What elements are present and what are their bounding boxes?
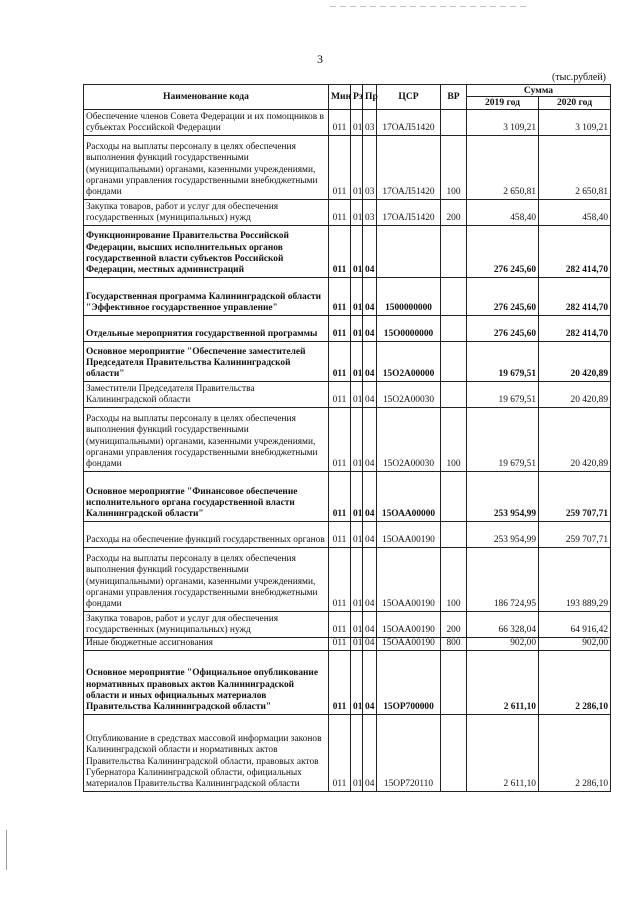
cell-rz: 01 <box>351 471 363 521</box>
cell-y2019: 2 650,81 <box>467 135 539 199</box>
cell-vr: 100 <box>441 407 467 471</box>
cell-pr: 04 <box>363 521 377 547</box>
cell-y2020: 282 414,70 <box>539 225 611 277</box>
cell-min: 011 <box>329 521 351 547</box>
cell-csr: 15О0000000 <box>377 315 441 341</box>
header-2020: 2020 год <box>539 97 611 109</box>
header-2019: 2019 год <box>467 97 539 109</box>
cell-pr: 04 <box>363 381 377 407</box>
cell-y2020: 259 707,71 <box>539 471 611 521</box>
cell-rz: 01 <box>351 650 363 714</box>
cell-name: Расходы на выплаты персоналу в целях обеспечения выполнения функций государственными (муниципальными) органами, казенными учреждениями, органами управления государственными внебюджетными фондами <box>84 547 329 611</box>
cell-y2020: 902,00 <box>539 637 611 650</box>
table-row <box>84 471 611 521</box>
cell-y2020: 2 286,10 <box>539 714 611 791</box>
page-number: 3 <box>317 52 323 66</box>
cell-pr: 04 <box>363 611 377 637</box>
cell-name: Функционирование Правительства Российской Федерации, высших исполнительных органов государственной власти субъектов Российской Федерации, местных администраций <box>84 225 329 277</box>
cell-y2019: 253 954,99 <box>467 471 539 521</box>
cell-min: 011 <box>329 109 351 135</box>
table-row <box>84 637 611 650</box>
cell-rz: 01 <box>351 135 363 199</box>
cell-min: 011 <box>329 381 351 407</box>
cell-min: 011 <box>329 611 351 637</box>
cell-min: 011 <box>329 341 351 381</box>
cell-min: 011 <box>329 407 351 471</box>
cell-csr: 15ОАА00190 <box>377 547 441 611</box>
cell-rz: 01 <box>351 341 363 381</box>
cell-rz: 01 <box>351 637 363 650</box>
cell-csr <box>377 225 441 277</box>
cell-csr: 1500000000 <box>377 277 441 315</box>
cell-csr: 15О2А00030 <box>377 407 441 471</box>
cell-vr: 200 <box>441 199 467 225</box>
cell-vr <box>441 714 467 791</box>
cell-y2019: 3 109,21 <box>467 109 539 135</box>
cell-csr: 15ОР700000 <box>377 650 441 714</box>
cell-y2019: 2 611,10 <box>467 650 539 714</box>
cell-y2019: 276 245,60 <box>467 225 539 277</box>
scan-artifact <box>330 6 530 7</box>
cell-csr: 15О2А00030 <box>377 381 441 407</box>
cell-vr <box>441 471 467 521</box>
cell-rz: 01 <box>351 381 363 407</box>
header-min: Мин <box>329 85 351 110</box>
cell-vr <box>441 225 467 277</box>
table-row <box>84 611 611 637</box>
table-row <box>84 277 611 315</box>
cell-min: 011 <box>329 471 351 521</box>
cell-name: Закупка товаров, работ и услуг для обеспечения государственных (муниципальных) нужд <box>84 611 329 637</box>
cell-rz: 01 <box>351 315 363 341</box>
cell-y2019: 253 954,99 <box>467 521 539 547</box>
cell-vr <box>441 315 467 341</box>
cell-vr <box>441 109 467 135</box>
cell-min: 011 <box>329 637 351 650</box>
cell-name: Закупка товаров, работ и услуг для обеспечения государственных (муниципальных) нужд <box>84 199 329 225</box>
table-row <box>84 225 611 277</box>
cell-min: 011 <box>329 277 351 315</box>
cell-name: Государственная программа Калининградской области "Эффективное государственное управление" <box>84 277 329 315</box>
cell-min: 011 <box>329 547 351 611</box>
header-vr: ВР <box>441 85 467 110</box>
cell-min: 011 <box>329 225 351 277</box>
cell-name: Отдельные мероприятия государственной программы <box>84 315 329 341</box>
cell-vr <box>441 381 467 407</box>
cell-csr: 17ОАЛ51420 <box>377 199 441 225</box>
cell-y2020: 458,40 <box>539 199 611 225</box>
cell-pr: 04 <box>363 315 377 341</box>
cell-vr <box>441 277 467 315</box>
cell-name: Расходы на выплаты персоналу в целях обеспечения выполнения функций государственными (муниципальными) органами, казенными учреждениями, органами управления государственными внебюджетными фондами <box>84 135 329 199</box>
cell-rz: 01 <box>351 199 363 225</box>
cell-vr <box>441 521 467 547</box>
cell-rz: 01 <box>351 714 363 791</box>
cell-y2020: 2 286,10 <box>539 650 611 714</box>
cell-vr <box>441 341 467 381</box>
cell-vr: 800 <box>441 637 467 650</box>
cell-pr: 04 <box>363 471 377 521</box>
cell-name: Основное мероприятие "Обеспечение заместителей Председателя Правительства Калининградской области" <box>84 341 329 381</box>
table-row <box>84 199 611 225</box>
cell-pr: 04 <box>363 407 377 471</box>
cell-csr: 15ОР720110 <box>377 714 441 791</box>
table-row <box>84 341 611 381</box>
edge-mark <box>6 830 7 870</box>
units-label: (тыс.рублей) <box>551 72 606 83</box>
cell-min: 011 <box>329 199 351 225</box>
cell-rz: 01 <box>351 547 363 611</box>
cell-min: 011 <box>329 135 351 199</box>
cell-name: Иные бюджетные ассигнования <box>84 637 329 650</box>
cell-y2019: 19 679,51 <box>467 407 539 471</box>
cell-name: Расходы на выплаты персоналу в целях обеспечения выполнения функций государственными (муниципальными) органами, казенными учреждениями, органами управления государственными внебюджетными фондами <box>84 407 329 471</box>
table-row <box>84 109 611 135</box>
cell-y2020: 20 420,89 <box>539 407 611 471</box>
cell-name: Обеспечение членов Совета Федерации и их помощников в субъектах Российской Федерации <box>84 109 329 135</box>
cell-pr: 04 <box>363 637 377 650</box>
cell-y2019: 276 245,60 <box>467 315 539 341</box>
table-row <box>84 650 611 714</box>
cell-y2020: 3 109,21 <box>539 109 611 135</box>
cell-y2020: 259 707,71 <box>539 521 611 547</box>
cell-pr: 04 <box>363 277 377 315</box>
cell-y2020: 64 916,42 <box>539 611 611 637</box>
cell-rz: 01 <box>351 521 363 547</box>
cell-y2019: 66 328,04 <box>467 611 539 637</box>
table-row <box>84 135 611 199</box>
table-row <box>84 714 611 791</box>
cell-vr <box>441 650 467 714</box>
cell-pr: 04 <box>363 341 377 381</box>
cell-y2019: 2 611,10 <box>467 714 539 791</box>
cell-vr: 100 <box>441 547 467 611</box>
cell-csr: 15ОАА00190 <box>377 611 441 637</box>
cell-csr: 15ОАА00190 <box>377 521 441 547</box>
cell-y2020: 282 414,70 <box>539 277 611 315</box>
cell-y2020: 20 420,89 <box>539 381 611 407</box>
budget-table <box>83 84 611 792</box>
header-name: Наименование кода <box>84 85 329 110</box>
cell-y2020: 20 420,89 <box>539 341 611 381</box>
cell-min: 011 <box>329 650 351 714</box>
cell-y2019: 276 245,60 <box>467 277 539 315</box>
cell-rz: 01 <box>351 109 363 135</box>
cell-name: Основное мероприятие "Официальное опубликование нормативных правовых актов Калининградской области и иных официальных материалов Правительства Калининградской области" <box>84 650 329 714</box>
cell-pr: 04 <box>363 225 377 277</box>
cell-name: Расходы на обеспечение функций государственных органов <box>84 521 329 547</box>
cell-min: 011 <box>329 315 351 341</box>
cell-csr: 17ОАЛ51420 <box>377 109 441 135</box>
table-row <box>84 547 611 611</box>
cell-y2020: 2 650,81 <box>539 135 611 199</box>
table-row <box>84 315 611 341</box>
cell-name: Основное мероприятие "Финансовое обеспечение исполнительного органа государственной власти Калининградской области" <box>84 471 329 521</box>
cell-y2019: 902,00 <box>467 637 539 650</box>
table-body <box>84 109 611 791</box>
table-row <box>84 407 611 471</box>
cell-rz: 01 <box>351 407 363 471</box>
header-rz: Рз <box>351 85 363 110</box>
cell-y2020: 282 414,70 <box>539 315 611 341</box>
cell-y2019: 186 724,95 <box>467 547 539 611</box>
table-row <box>84 381 611 407</box>
cell-pr: 03 <box>363 135 377 199</box>
cell-pr: 03 <box>363 199 377 225</box>
cell-rz: 01 <box>351 225 363 277</box>
cell-pr: 04 <box>363 714 377 791</box>
cell-name: Заместители Председателя Правительства Калининградской области <box>84 381 329 407</box>
cell-vr: 200 <box>441 611 467 637</box>
cell-y2019: 19 679,51 <box>467 381 539 407</box>
cell-y2019: 19 679,51 <box>467 341 539 381</box>
cell-y2019: 458,40 <box>467 199 539 225</box>
cell-pr: 04 <box>363 547 377 611</box>
header-csr: ЦСР <box>377 85 441 110</box>
table-row <box>84 521 611 547</box>
cell-pr: 04 <box>363 650 377 714</box>
cell-name: Опубликование в средствах массовой информации законов Калининградской области и нормативных актов Правительства Калининградской области, правовых актов Губернатора Калининградской области, официальных материалов Правительства Калининградской области <box>84 714 329 791</box>
cell-rz: 01 <box>351 277 363 315</box>
cell-rz: 01 <box>351 611 363 637</box>
cell-csr: 15ОАА00000 <box>377 471 441 521</box>
cell-vr: 100 <box>441 135 467 199</box>
header-pr: Пр <box>363 85 377 110</box>
cell-y2020: 193 889,29 <box>539 547 611 611</box>
cell-min: 011 <box>329 714 351 791</box>
cell-pr: 03 <box>363 109 377 135</box>
cell-csr: 15ОАА00190 <box>377 637 441 650</box>
header-sum: Сумма <box>467 85 611 97</box>
cell-csr: 17ОАЛ51420 <box>377 135 441 199</box>
cell-csr: 15О2А00000 <box>377 341 441 381</box>
